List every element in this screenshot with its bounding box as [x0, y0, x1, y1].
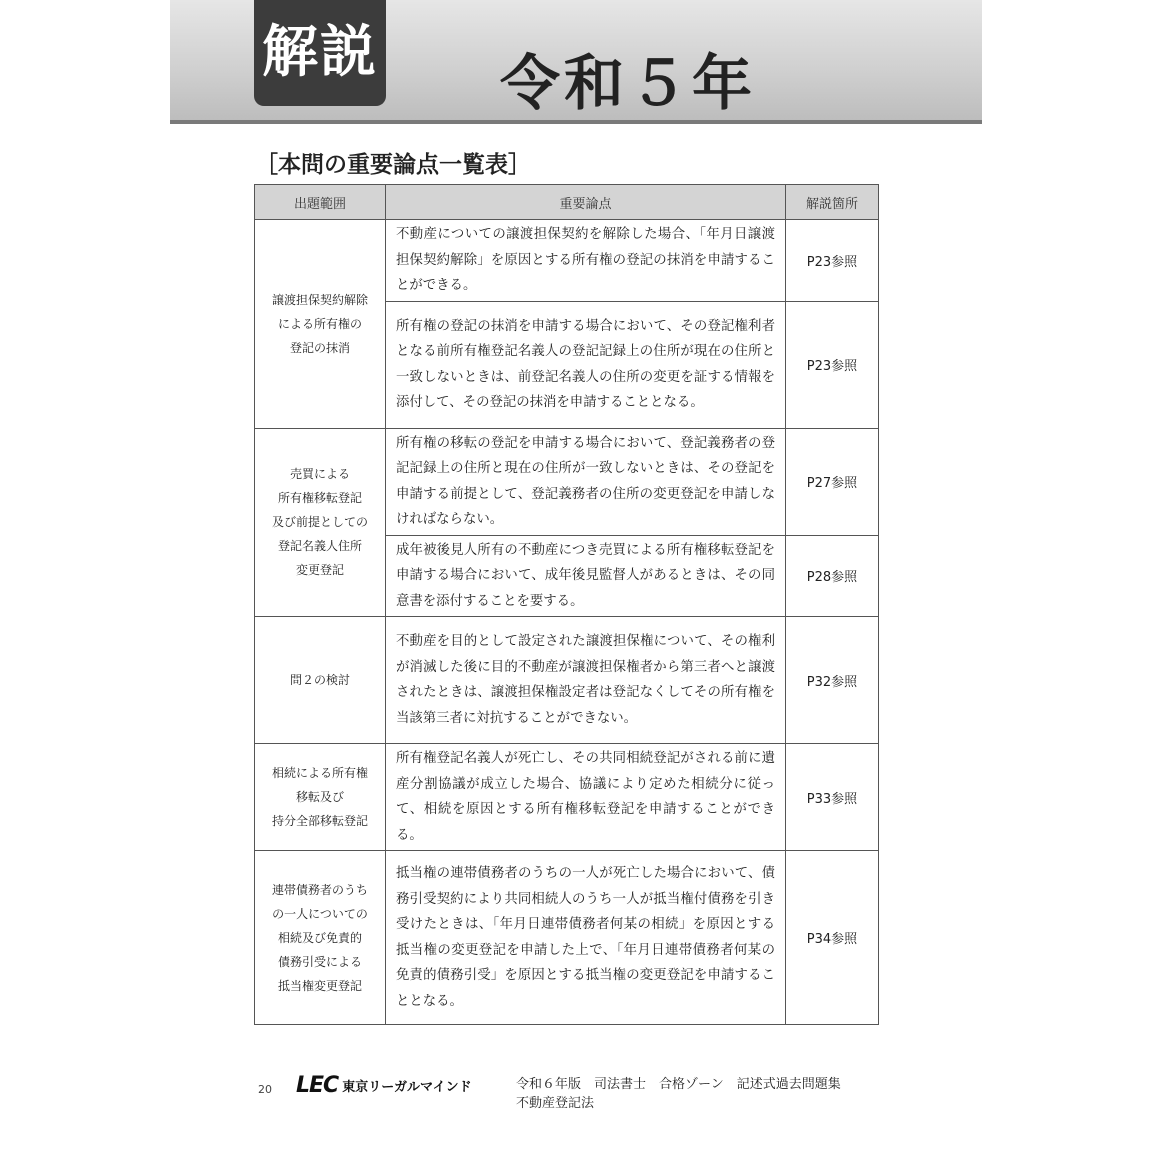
point-cell: 所有権の登記の抹消を申請する場合において、その登記権利者となる前所有権登記名義人の登記記録上の住所が現在の住所と一致しないときは、前登記名義人の住所の変更を証する情報を添付して、その登記の抹消を申請することとなる。 — [386, 301, 786, 428]
key-points-table — [254, 184, 879, 1025]
range-cell: 売買による 所有権移転登記 及び前提としての 登記名義人住所 変更登記 — [255, 428, 386, 617]
book-title-line-2: 不動産登記法 — [516, 1096, 595, 1111]
reference-cell: P23参照 — [786, 301, 879, 428]
section-title: ［本問の重要論点一覧表］ — [255, 152, 531, 178]
point-cell: 所有権の移転の登記を申請する場合において、登記義務者の登記記録上の住所と現在の住所が一致しないときは、その登記を申請する前提として、登記義務者の住所の変更登記を申請しなければならない。 — [386, 428, 786, 535]
point-cell: 所有権登記名義人が死亡し、その共同相続登記がされる前に遺産分割協議が成立した場合、協議により定めた相続分に従って、相続を原因とする所有権移転登記を申請することができる。 — [386, 744, 786, 851]
table-row — [255, 617, 879, 744]
header-range: 出題範囲 — [255, 185, 386, 220]
range-cell: 譲渡担保契約解除 による所有権の 登記の抹消 — [255, 220, 386, 429]
reference-cell: P28参照 — [786, 535, 879, 617]
point-cell: 抵当権の連帯債務者のうちの一人が死亡した場合において、債務引受契約により共同相続人のうち一人が抵当権付債務を引き受けたときは、「年月日連帯債務者何某の相続」を原因とする抵当権の変更登記を申請した上で、「年月日連帯債務者何某の免責的債務引受」を原因とする抵当権の変更登記を申請することとなる。 — [386, 851, 786, 1025]
range-cell: 相続による所有権 移転及び 持分全部移転登記 — [255, 744, 386, 851]
lec-logo-mark: LEC — [296, 1072, 339, 1098]
table-row — [255, 220, 879, 302]
reference-cell: P27参照 — [786, 428, 879, 535]
range-cell: 連帯債務者のうち の一人についての 相続及び免責的 債務引受による 抵当権変更登記 — [255, 851, 386, 1025]
book-title — [516, 1075, 841, 1113]
table-row — [255, 851, 879, 1025]
reference-cell: P33参照 — [786, 744, 879, 851]
header-point: 重要論点 — [386, 185, 786, 220]
reference-cell: P23参照 — [786, 220, 879, 302]
table-row — [255, 428, 879, 535]
table-row — [255, 744, 879, 851]
publisher-logo — [296, 1074, 472, 1096]
explanation-badge: 解説 — [254, 0, 386, 106]
book-title-line-1: 令和６年版 司法書士 合格ゾーン 記述式過去問題集 — [516, 1077, 841, 1092]
reference-cell: P32参照 — [786, 617, 879, 744]
header-reference: 解説箇所 — [786, 185, 879, 220]
reference-cell: P34参照 — [786, 851, 879, 1025]
range-cell: 問２の検討 — [255, 617, 386, 744]
point-cell: 不動産についての譲渡担保契約を解除した場合、「年月日譲渡担保契約解除」を原因とする所有権の登記の抹消を申請することができる。 — [386, 220, 786, 302]
table-header-row — [255, 185, 879, 220]
page-number: 20 — [258, 1083, 272, 1096]
point-cell: 不動産を目的として設定された譲渡担保権について、その権利が消滅した後に目的不動産が譲渡担保権者から第三者へと譲渡されたときは、譲渡担保権設定者は登記なくしてその所有権を当該第三者に対抗することができない。 — [386, 617, 786, 744]
publisher-name: 東京リーガルマインド — [342, 1079, 472, 1095]
point-cell: 成年被後見人所有の不動産につき売買による所有権移転登記を申請する場合において、成年後見監督人があるときは、その同意書を添付することを要する。 — [386, 535, 786, 617]
year-title: 令和５年 — [500, 49, 756, 119]
